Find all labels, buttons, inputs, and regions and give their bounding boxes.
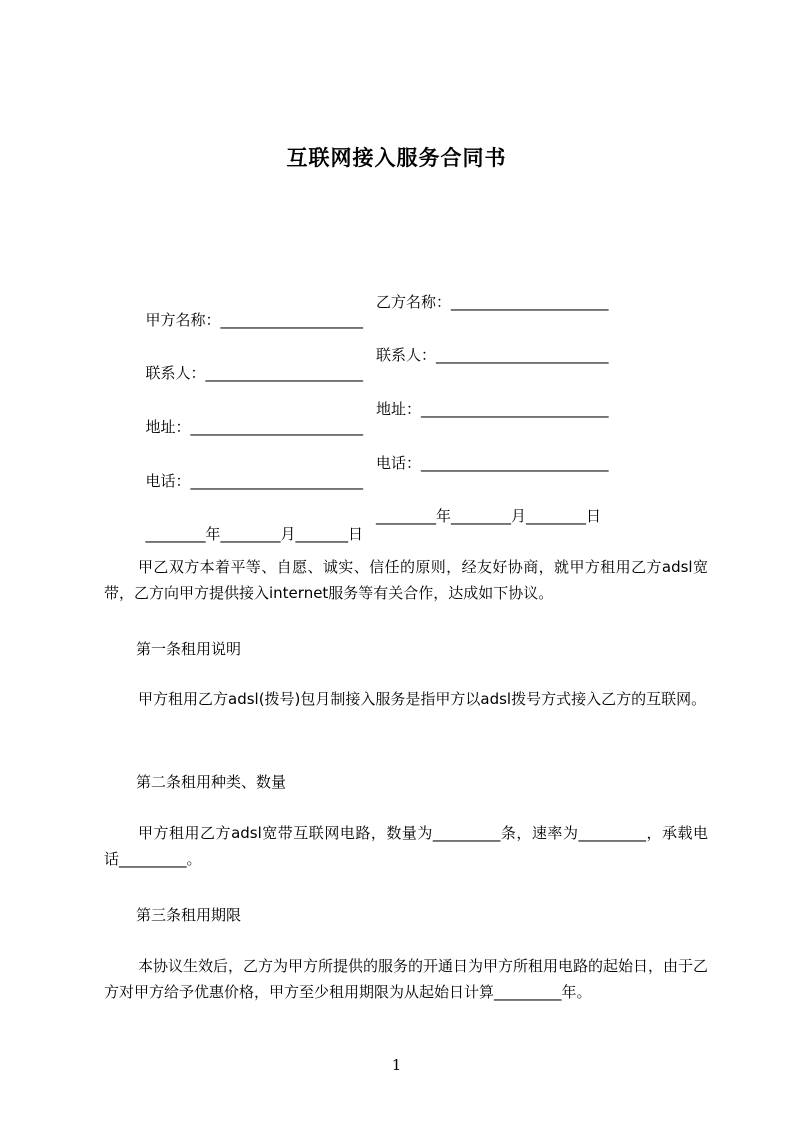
party-b-contact-field: 联系人：_______________________ (376, 346, 609, 364)
intro-paragraph: 甲乙双方本着平等、自愿、诚实、信任的原则，经友好协商，就甲方租用乙方adsl宽带，乙方向甲方提供接入internet服务等有关合作，达成如下协议。 (104, 558, 708, 602)
party-b-address-field: 地址：_________________________ (376, 400, 609, 418)
section-2-heading: 第二条租用种类、数量 (136, 773, 287, 791)
party-b-name-field: 乙方名称：_____________________ (376, 293, 609, 311)
contact-row (136, 344, 609, 401)
party-a-contact-field: 联系人：_____________________ (145, 364, 364, 382)
page-number: 1 (391, 1056, 402, 1074)
address-row (136, 398, 609, 455)
party-a-name-field: 甲方名称：___________________ (145, 311, 364, 329)
section-3-heading: 第三条租用期限 (136, 906, 242, 924)
section-1-heading: 第一条租用说明 (136, 640, 242, 658)
party-b-phone-field: 电话：_________________________ (376, 454, 609, 472)
phone-row (136, 452, 609, 509)
party-name-row (136, 291, 609, 348)
section-2-body: 甲方租用乙方adsl宽带互联网电路，数量为_________条，速率为_________，承载电话_________。 (104, 824, 708, 868)
party-a-phone-field: 电话：_______________________ (145, 472, 364, 490)
party-a-date-field: ________年________月_______日 (145, 525, 364, 543)
section-3-body: 本协议生效后，乙方为甲方所提供的服务的开通日为甲方所租用电路的起始日，由于乙方对甲方给予优惠价格，甲方至少租用期限为从起始日计算_________年。 (104, 957, 709, 1001)
party-b-date-field: ________年________月________日 (376, 507, 602, 525)
party-a-address-field: 地址：_______________________ (145, 418, 364, 436)
document-title: 互联网接入服务合同书 (286, 146, 507, 170)
section-1-body: 甲方租用乙方adsl(拨号)包月制接入服务是指甲方以adsl拨号方式接入乙方的互联网。 (138, 690, 707, 708)
